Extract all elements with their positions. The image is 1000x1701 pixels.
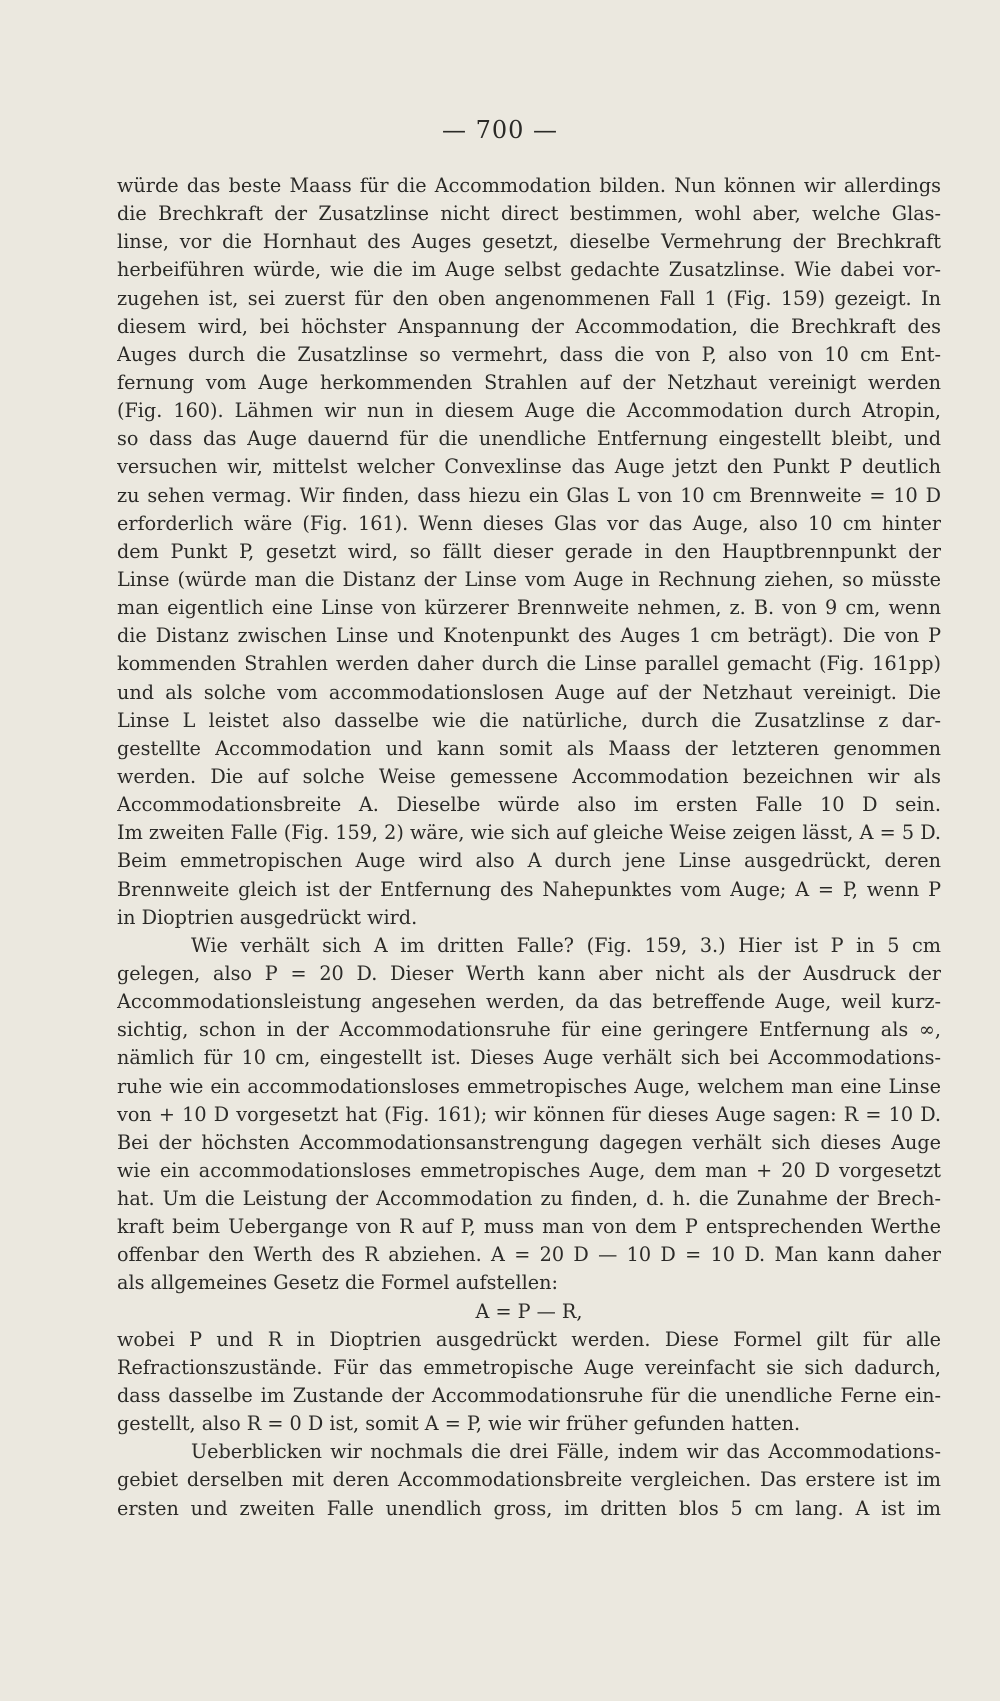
text-line: Brennweite gleich ist der Entfernung des Nahepunktes vom Auge; A = P, wenn P (117, 877, 941, 901)
text-line: werden. Die auf solche Weise gemessene Accommodation bezeichnen wir als (117, 764, 941, 788)
text-line: Bei der höchsten Accommodationsanstrengung dagegen verhält sich dieses Auge (117, 1130, 941, 1154)
text-line: würde das beste Maass für die Accommodation bilden. Nun können wir allerdings (117, 174, 941, 197)
text-line: Beim emmetropischen Auge wird also A durch jene Linse ausgedrückt, deren (117, 849, 941, 873)
text-line: Accommodationsleistung angesehen werden, da das betreffende Auge, weil kurz- (117, 990, 941, 1014)
text-line: nämlich für 10 cm, eingestellt ist. Dieses Auge verhält sich bei Accommodations- (117, 1046, 941, 1070)
text-line: versuchen wir, mittelst welcher Convexlinse das Auge jetzt den Punkt P deutlich (117, 455, 941, 479)
text-line: man eigentlich eine Linse von kürzerer Brennweite nehmen, z. B. von 9 cm, wenn (117, 596, 941, 620)
formula-line: A = P — R, (475, 1299, 583, 1323)
text-line: erforderlich wäre (Fig. 161). Wenn dieses Glas vor das Auge, also 10 cm hinter (117, 511, 941, 535)
text-line: dem Punkt P, gesetzt wird, so fällt dieser gerade in den Hauptbrennpunkt der (117, 539, 941, 563)
text-line: herbeiführen würde, wie die im Auge selbst gedachte Zusatzlinse. Wie dabei vor- (117, 258, 941, 282)
text-line: Linse (würde man die Distanz der Linse vom Auge in Rechnung ziehen, so müsste (117, 567, 941, 591)
body-text (117, 172, 941, 1523)
text-line: gelegen, also P = 20 D. Dieser Werth kann aber nicht als der Ausdruck der (117, 961, 941, 985)
text-line: zu sehen vermag. Wir finden, dass hiezu ein Glas L von 10 cm Brennweite = 10 D (117, 483, 941, 507)
text-line: von + 10 D vorgesetzt hat (Fig. 161); wir können für dieses Auge sagen: R = 10 D. (117, 1102, 941, 1126)
text-line: ruhe wie ein accommodationsloses emmetropisches Auge, welchem man eine Linse (117, 1074, 941, 1098)
text-line: in Dioptrien ausgedrückt wird. (117, 905, 418, 929)
text-line: fernung vom Auge herkommenden Strahlen auf der Netzhaut vereinigt werden (117, 370, 941, 394)
text-line: Refractionszustände. Für das emmetropische Auge vereinfacht sie sich dadurch, (117, 1355, 941, 1379)
text-line: so dass das Auge dauernd für die unendliche Entfernung eingestellt bleibt, und (117, 427, 941, 451)
text-line: linse, vor die Hornhaut des Auges gesetzt, dieselbe Vermehrung der Brechkraft (117, 230, 941, 254)
text-line: dass dasselbe im Zustande der Accommodationsruhe für die unendliche Ferne ein- (117, 1384, 941, 1408)
text-line: Accommodationsbreite A. Dieselbe würde also im ersten Falle 10 D sein. (117, 793, 941, 817)
text-line: sichtig, schon in der Accommodationsruhe für eine geringere Entfernung als ∞, (117, 1018, 941, 1042)
text-line: wobei P und R in Dioptrien ausgedrückt werden. Diese Formel gilt für alle (117, 1327, 941, 1351)
text-line: wie ein accommodationsloses emmetropisches Auge, dem man + 20 D vorgesetzt (117, 1158, 941, 1182)
text-line: die Distanz zwischen Linse und Knotenpunkt des Auges 1 cm beträgt). Die von P (117, 624, 941, 648)
text-line: gestellt, also R = 0 D ist, somit A = P, wie wir früher gefunden hatten. (117, 1412, 801, 1436)
text-line: als allgemeines Gesetz die Formel aufstellen: (117, 1271, 558, 1295)
text-line: kraft beim Uebergange von R auf P, muss man von dem P entsprechenden Werthe (117, 1215, 941, 1239)
page-number: — 700 — (441, 116, 559, 144)
text-line: Linse L leistet also dasselbe wie die natürliche, durch die Zusatzlinse z dar- (117, 708, 941, 732)
text-line: Wie verhält sich A im dritten Falle? (Fig. 159, 3.) Hier ist P in 5 cm (191, 933, 941, 957)
text-line: kommenden Strahlen werden daher durch die Linse parallel gemacht (Fig. 161pp) (117, 652, 941, 676)
text-line: die Brechkraft der Zusatzlinse nicht direct bestimmen, wohl aber, welche Glas- (117, 202, 941, 226)
text-line: offenbar den Werth des R abziehen. A = 20 D — 10 D = 10 D. Man kann daher (117, 1243, 941, 1267)
text-line: hat. Um die Leistung der Accommodation zu finden, d. h. die Zunahme der Brech- (117, 1187, 941, 1211)
text-line: Auges durch die Zusatzlinse so vermehrt, dass die von P, also von 10 cm Ent- (117, 342, 941, 366)
text-line: gestellte Accommodation und kann somit als Maass der letzteren genommen (117, 736, 941, 760)
text-line: (Fig. 160). Lähmen wir nun in diesem Auge die Accommodation durch Atropin, (117, 399, 941, 423)
text-line: gebiet derselben mit deren Accommodationsbreite vergleichen. Das erstere ist im (117, 1468, 941, 1492)
text-line: zugehen ist, sei zuerst für den oben angenommenen Fall 1 (Fig. 159) gezeigt. In (117, 286, 941, 310)
text-line: und als solche vom accommodationslosen Auge auf der Netzhaut vereinigt. Die (117, 680, 941, 704)
text-line: Im zweiten Falle (Fig. 159, 2) wäre, wie sich auf gleiche Weise zeigen lässt, A = 5 D. (117, 821, 941, 845)
text-line: diesem wird, bei höchster Anspannung der Accommodation, die Brechkraft des (117, 314, 941, 338)
text-line: ersten und zweiten Falle unendlich gross, im dritten blos 5 cm lang. A ist im (117, 1496, 941, 1520)
text-line: Ueberblicken wir nochmals die drei Fälle, indem wir das Accommodations- (191, 1440, 941, 1464)
